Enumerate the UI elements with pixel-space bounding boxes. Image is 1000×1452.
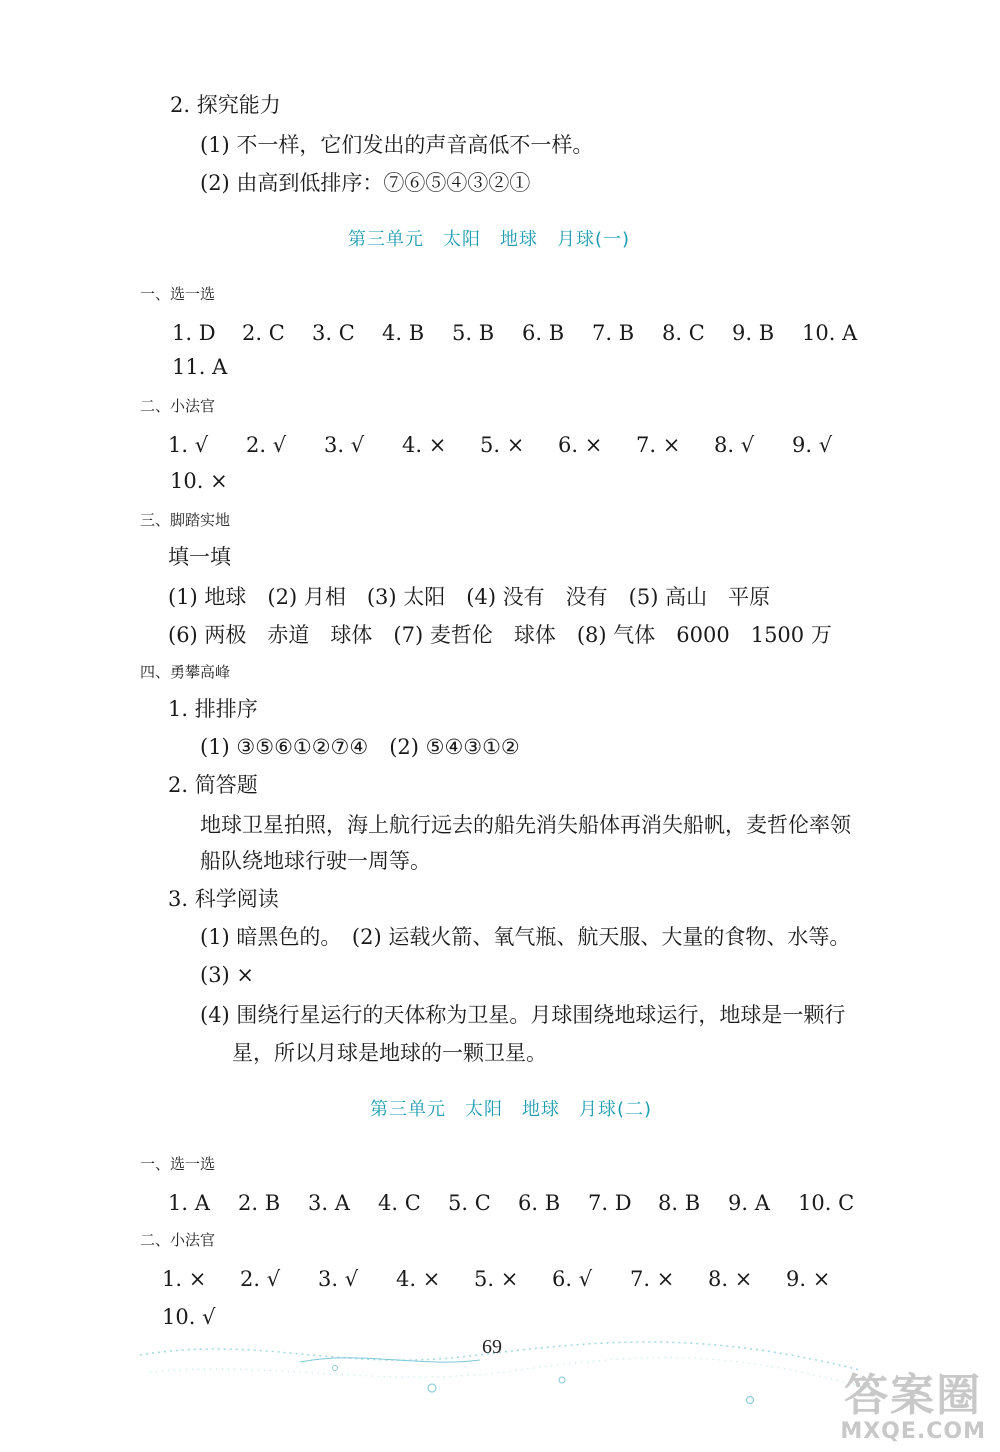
unit-title: 第三单元 太阳 地球 月球(一) — [348, 229, 631, 250]
answer-item: 1. D — [172, 321, 216, 345]
section-heading-inquiry: 2. 探究能力 — [170, 93, 281, 117]
answer-line: (1) ③⑤⑥①②⑦④ (2) ⑤④③①② — [200, 735, 520, 759]
answer-item: 4. B — [382, 321, 425, 345]
answer-line: (3) × — [200, 963, 255, 987]
answer-item: 8. C — [662, 321, 705, 345]
answer-item: 9. B — [732, 321, 775, 345]
answer-item: 5. B — [452, 321, 495, 345]
answer-item: 4. × — [396, 1267, 441, 1291]
answer-item: 1. × — [162, 1267, 207, 1291]
answer-item: 3. C — [312, 321, 355, 345]
answer-item: 2. C — [242, 321, 285, 345]
watermark-text: 答案圈 — [844, 1370, 983, 1421]
answer-item: 5. C — [448, 1191, 491, 1215]
answer-line: (4) 围绕行星运行的天体称为卫星。月球围绕地球运行，地球是一颗行 — [200, 1003, 846, 1027]
answer-line: 地球卫星拍照，海上航行远去的船先消失船体再消失船帆，麦哲伦率领 — [200, 813, 851, 837]
answer-item: 5. × — [474, 1267, 519, 1291]
answer-item: 1. √ — [168, 433, 209, 457]
section-heading: 二、小法官 — [140, 1231, 216, 1249]
answer-line: 10. √ — [162, 1305, 216, 1329]
answer-item: 7. D — [588, 1191, 632, 1215]
answer-item: 8. B — [658, 1191, 701, 1215]
answer-line: (1) 地球 (2) 月相 (3) 太阳 (4) 没有 没有 (5) 高山 平原 — [168, 585, 771, 609]
answer-row — [0, 318, 1000, 348]
answer-line: 船队绕地球行驶一周等。 — [200, 849, 431, 873]
answer-item: 7. × — [636, 433, 681, 457]
answer-item: 6. B — [518, 1191, 561, 1215]
page-number: 69 — [482, 1336, 502, 1358]
section-heading: 一、选一选 — [140, 285, 216, 303]
answer-item: 9. × — [786, 1267, 831, 1291]
answer-row — [0, 430, 1000, 460]
answer-item: 2. √ — [240, 1267, 281, 1291]
answer-item: 3. √ — [324, 433, 365, 457]
answer-item: 2. B — [238, 1191, 281, 1215]
answer-item: 9. A — [728, 1191, 770, 1215]
answer-item: 2. √ — [246, 433, 287, 457]
answer-line: (2) 由高到低排序：⑦⑥⑤④③②① — [200, 171, 531, 195]
answer-item: 8. √ — [714, 433, 755, 457]
sub-heading: 填一填 — [168, 545, 231, 569]
answer-item: 5. × — [480, 433, 525, 457]
watermark-logo — [840, 1370, 986, 1444]
answer-item: 1. A — [168, 1191, 210, 1215]
answer-item: 10. A — [802, 321, 858, 345]
answer-row — [0, 1264, 1000, 1294]
answer-line: (1) 不一样，它们发出的声音高低不一样。 — [200, 133, 594, 157]
answer-line: 11. A — [172, 355, 228, 379]
question-heading: 3. 科学阅读 — [168, 887, 279, 911]
answer-item: 3. √ — [318, 1267, 359, 1291]
answer-item: 7. × — [630, 1267, 675, 1291]
answer-row — [0, 1188, 1000, 1218]
question-heading: 2. 简答题 — [168, 773, 258, 797]
watermark-url: MXQE.COM — [840, 1419, 986, 1444]
answer-item: 7. B — [592, 321, 635, 345]
unit-title: 第三单元 太阳 地球 月球(二) — [370, 1099, 653, 1120]
section-heading: 四、勇攀高峰 — [140, 663, 231, 681]
question-heading: 1. 排排序 — [168, 697, 258, 721]
answer-line: (6) 两极 赤道 球体 (7) 麦哲伦 球体 (8) 气体 6000 1500 万 — [168, 623, 832, 647]
section-heading: 三、脚踏实地 — [140, 511, 231, 529]
answer-item: 6. √ — [552, 1267, 593, 1291]
answer-item: 4. C — [378, 1191, 421, 1215]
answer-line: 10. × — [170, 469, 228, 493]
answer-item: 8. × — [708, 1267, 753, 1291]
answer-item: 4. × — [402, 433, 447, 457]
answer-line: (1) 暗黑色的。 (2) 运载火箭、氧气瓶、航天服、大量的食物、水等。 — [200, 925, 851, 949]
answer-line: 星，所以月球是地球的一颗卫星。 — [232, 1041, 547, 1065]
section-heading: 二、小法官 — [140, 397, 216, 415]
answer-item: 10. C — [798, 1191, 855, 1215]
answer-item: 6. × — [558, 433, 603, 457]
section-heading: 一、选一选 — [140, 1155, 216, 1173]
answer-item: 9. √ — [792, 433, 833, 457]
answer-item: 3. A — [308, 1191, 350, 1215]
answer-item: 6. B — [522, 321, 565, 345]
